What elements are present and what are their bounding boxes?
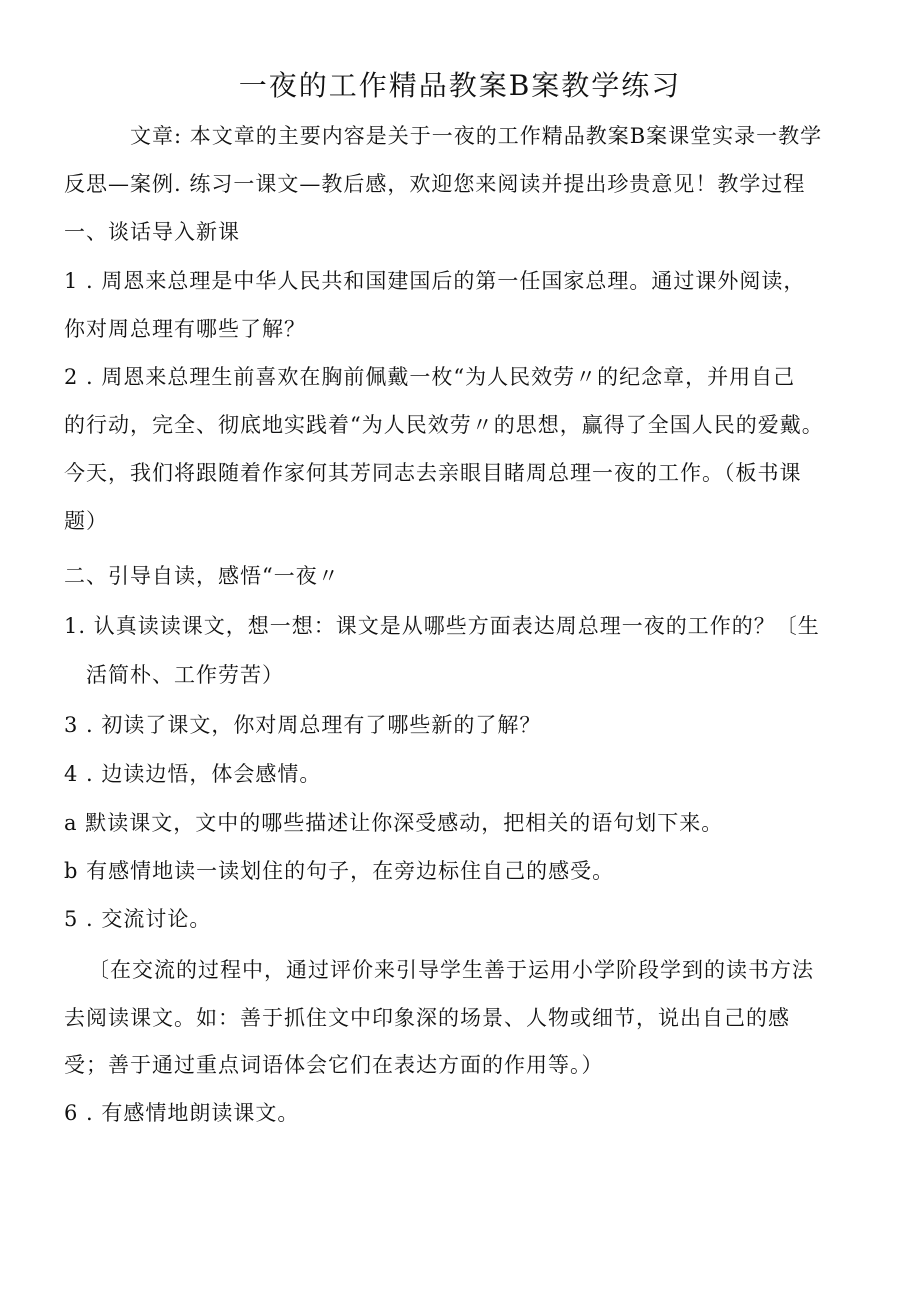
discussion-line-1: 〔在交流的过程中，通过评价来引导学生善于运用小学阶段学到的读书方法	[88, 958, 814, 982]
step-5-line: 5 . 交流讨论。	[64, 907, 212, 931]
intro-line-1: 文章: 本文章的主要内容是关于一夜的工作精品教案B案课堂实录一教学	[130, 124, 823, 148]
discussion-line-2: 去阅读课文。如：善于抓住文中印象深的场景、人物或细节，说出自己的感	[64, 1006, 790, 1030]
document-title: 一夜的工作精品教案B案教学练习	[238, 69, 682, 102]
item-1-line-1: 1 . 周恩来总理是中华人民共和国建国后的第一任国家总理。通过课外阅读，	[64, 269, 806, 293]
item-1-line-2: 你对周总理有哪些了解？	[64, 317, 306, 341]
item-2-line-4: 题）	[64, 509, 108, 533]
discussion-line-3: 受；善于通过重点词语体会它们在表达方面的作用等。）	[64, 1053, 604, 1077]
item-2-line-2: 的行动，完全、彻底地实践着“为人民效劳〃的思想，赢得了全国人民的爱戴。	[64, 413, 824, 437]
step-4-line: 4 . 边读边悟，体会感情。	[64, 762, 322, 786]
step-1-line-2: 活简朴、工作劳苦）	[86, 663, 284, 687]
intro-line-2: 反思—案例. 练习一课文—教后感，欢迎您来阅读并提出珍贵意见！教学过程	[64, 172, 806, 196]
step-3-line: 3 . 初读了课文，你对周总理有了哪些新的了解？	[64, 713, 542, 737]
section-heading-1: 一、谈话导入新课	[64, 220, 240, 244]
step-4a-line: a 默读课文，文中的哪些描述让你深受感动，把相关的语句划下来。	[64, 811, 724, 835]
item-2-line-1: 2 . 周恩来总理生前喜欢在胸前佩戴一枚“为人民效劳〃的纪念章，并用自己	[64, 365, 796, 389]
section-heading-2: 二、引导自读，感悟“一夜〃	[64, 564, 340, 588]
item-2-line-3: 今天，我们将跟随着作家何其芳同志去亲眼目睹周总理一夜的工作。（板书课	[64, 461, 802, 485]
step-6-line: 6 . 有感情地朗读课文。	[64, 1101, 300, 1125]
step-4b-line: b 有感情地读一读划住的句子，在旁边标住自己的感受。	[64, 859, 615, 883]
step-1-line-1: 1. 认真读读课文，想一想：课文是从哪些方面表达周总理一夜的工作的？〔生	[64, 614, 820, 638]
